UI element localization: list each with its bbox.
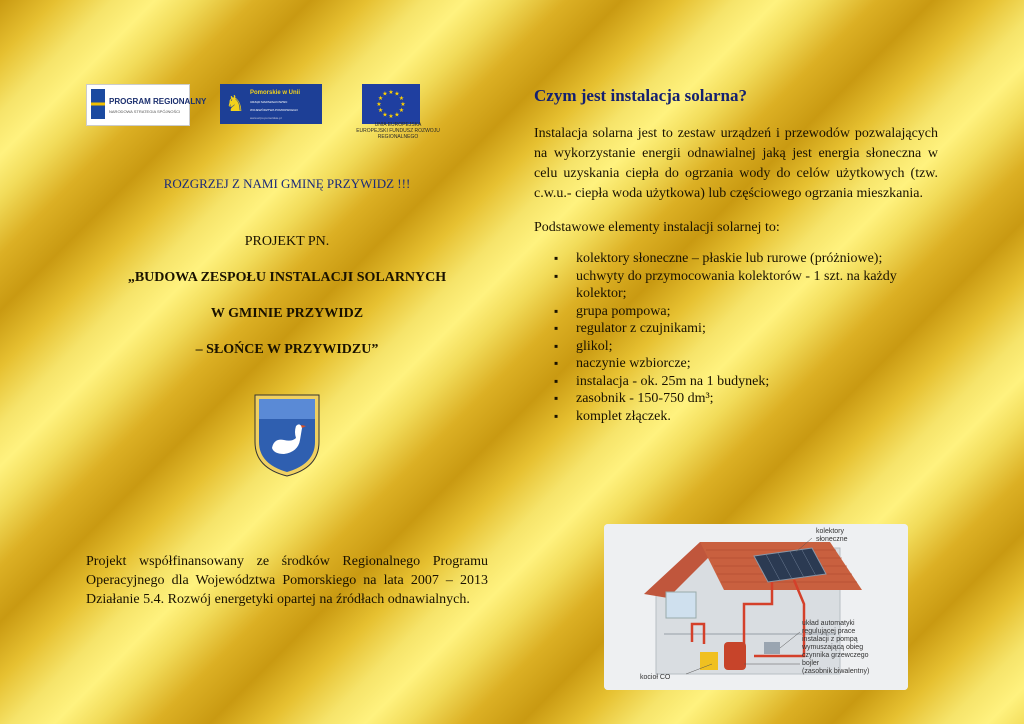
- list-item: ▪ zasobnik - 150-750 dm³;: [534, 390, 938, 408]
- pomorskie-line2: WOJEWÓDZTWA POMORSKIEGO: [250, 108, 298, 112]
- svg-text:★: ★: [377, 107, 384, 114]
- program-regionalny-logo: [86, 84, 207, 126]
- svg-text:★: ★: [394, 90, 400, 98]
- list-item: ▪ regulator z czujnikami;: [534, 320, 938, 338]
- project-title-line-1: „BUDOWA ZESPOŁU INSTALACJI SOLARNYCH: [127, 270, 447, 285]
- svg-text:★: ★: [377, 95, 384, 102]
- project-title-block: [86, 234, 488, 378]
- program-regionalny-title: PROGRAM REGIONALNY: [109, 97, 207, 106]
- project-title-line-3: – SŁOŃCE W PRZYWIDZU”: [195, 342, 379, 357]
- program-regionalny-subtitle: NARODOWA STRATEGIA SPÓJNOŚCI: [109, 109, 181, 114]
- pomorskie-line1: URZĄD MARSZAŁKOWSKI: [250, 100, 288, 104]
- svg-text:★: ★: [382, 90, 388, 98]
- list-item: ▪ komplet złączek.: [534, 408, 938, 426]
- list-item: ▪ uchwyty do przymocowania kolektorów - 1 szt. na każdy kolektor;: [534, 268, 938, 303]
- intro-paragraph: Instalacja solarna jest to zestaw urządzeń i przewodów pozwalających na wykorzystanie energii odnawialnej jaką jest energia słoneczna w celu uzyskania ciepła do ogrzania wody do celów użytkowych (tzw. c.w.u.- ciepła woda użytkowa) lub częściowego ogrzania mieszkania.: [534, 126, 938, 201]
- project-title-line-2: W GMINIE PRZYWIDZ: [210, 306, 364, 321]
- coat-of-arms-icon: [252, 392, 322, 478]
- svg-text:★: ★: [394, 111, 400, 119]
- svg-text:★: ★: [400, 101, 406, 108]
- controller-label: układ automatyki regulującej prace instalacji z pompą wymuszającą obieg czynnika grzewczego: [802, 620, 869, 659]
- logo-strip: [86, 84, 466, 144]
- list-item: ▪ instalacja - ok. 25m na 1 budynek;: [534, 373, 938, 391]
- solar-installation-diagram: [604, 524, 908, 690]
- elements-list: [534, 250, 938, 425]
- program-regionalny-mark-icon: [91, 89, 105, 119]
- project-pn-label: PROJEKT PN.: [244, 234, 330, 249]
- slogan: ROZGRZEJ Z NAMI GMINĘ PRZYWIDZ !!!: [163, 176, 411, 191]
- boiler-label: bojler (zasobnik biwalentny): [802, 660, 870, 675]
- list-item: ▪ grupa pompowa;: [534, 303, 938, 321]
- svg-text:★: ★: [382, 111, 388, 119]
- list-item: ▪ glikol;: [534, 338, 938, 356]
- list-item: ▪ kolektory słoneczne – płaskie lub rurowe (próżniowe);: [534, 250, 938, 268]
- info-column: [534, 86, 938, 425]
- pomorskie-url: www.wrpo.pomorskie.pl: [250, 116, 282, 120]
- list-item: ▪ naczynie wzbiorcze;: [534, 355, 938, 373]
- elements-subheading: Podstawowe elementy instalacji solarnej to:: [534, 220, 780, 235]
- svg-text:★: ★: [376, 101, 382, 108]
- svg-text:★: ★: [398, 95, 405, 102]
- svg-text:★: ★: [388, 113, 394, 120]
- eu-caption: UNIA EUROPEJSKA EUROPEJSKI FUNDUSZ ROZWOJU REGIONALNEGO: [356, 122, 440, 140]
- cofinancing-note: Projekt współfinansowany ze środków Regionalnego Programu Operacyjnego dla Województwa Pomorskiego na lata 2007 – 2013 Działanie 5.4. Rozwój energetyki opartej na źródłach odnawialnych.: [86, 554, 488, 607]
- svg-text:★: ★: [388, 89, 394, 96]
- griffin-icon: ♞: [225, 91, 245, 116]
- svg-text:★: ★: [398, 107, 405, 114]
- section-heading: Czym jest instalacja solarna?: [534, 86, 747, 105]
- collectors-label: kolektory słoneczne: [816, 528, 848, 543]
- pomorskie-logo: [220, 84, 322, 124]
- eu-flag-icon: [362, 84, 420, 124]
- pomorskie-title: Pomorskie w Unii: [250, 90, 301, 96]
- furnace-label: kocioł CO: [640, 674, 671, 681]
